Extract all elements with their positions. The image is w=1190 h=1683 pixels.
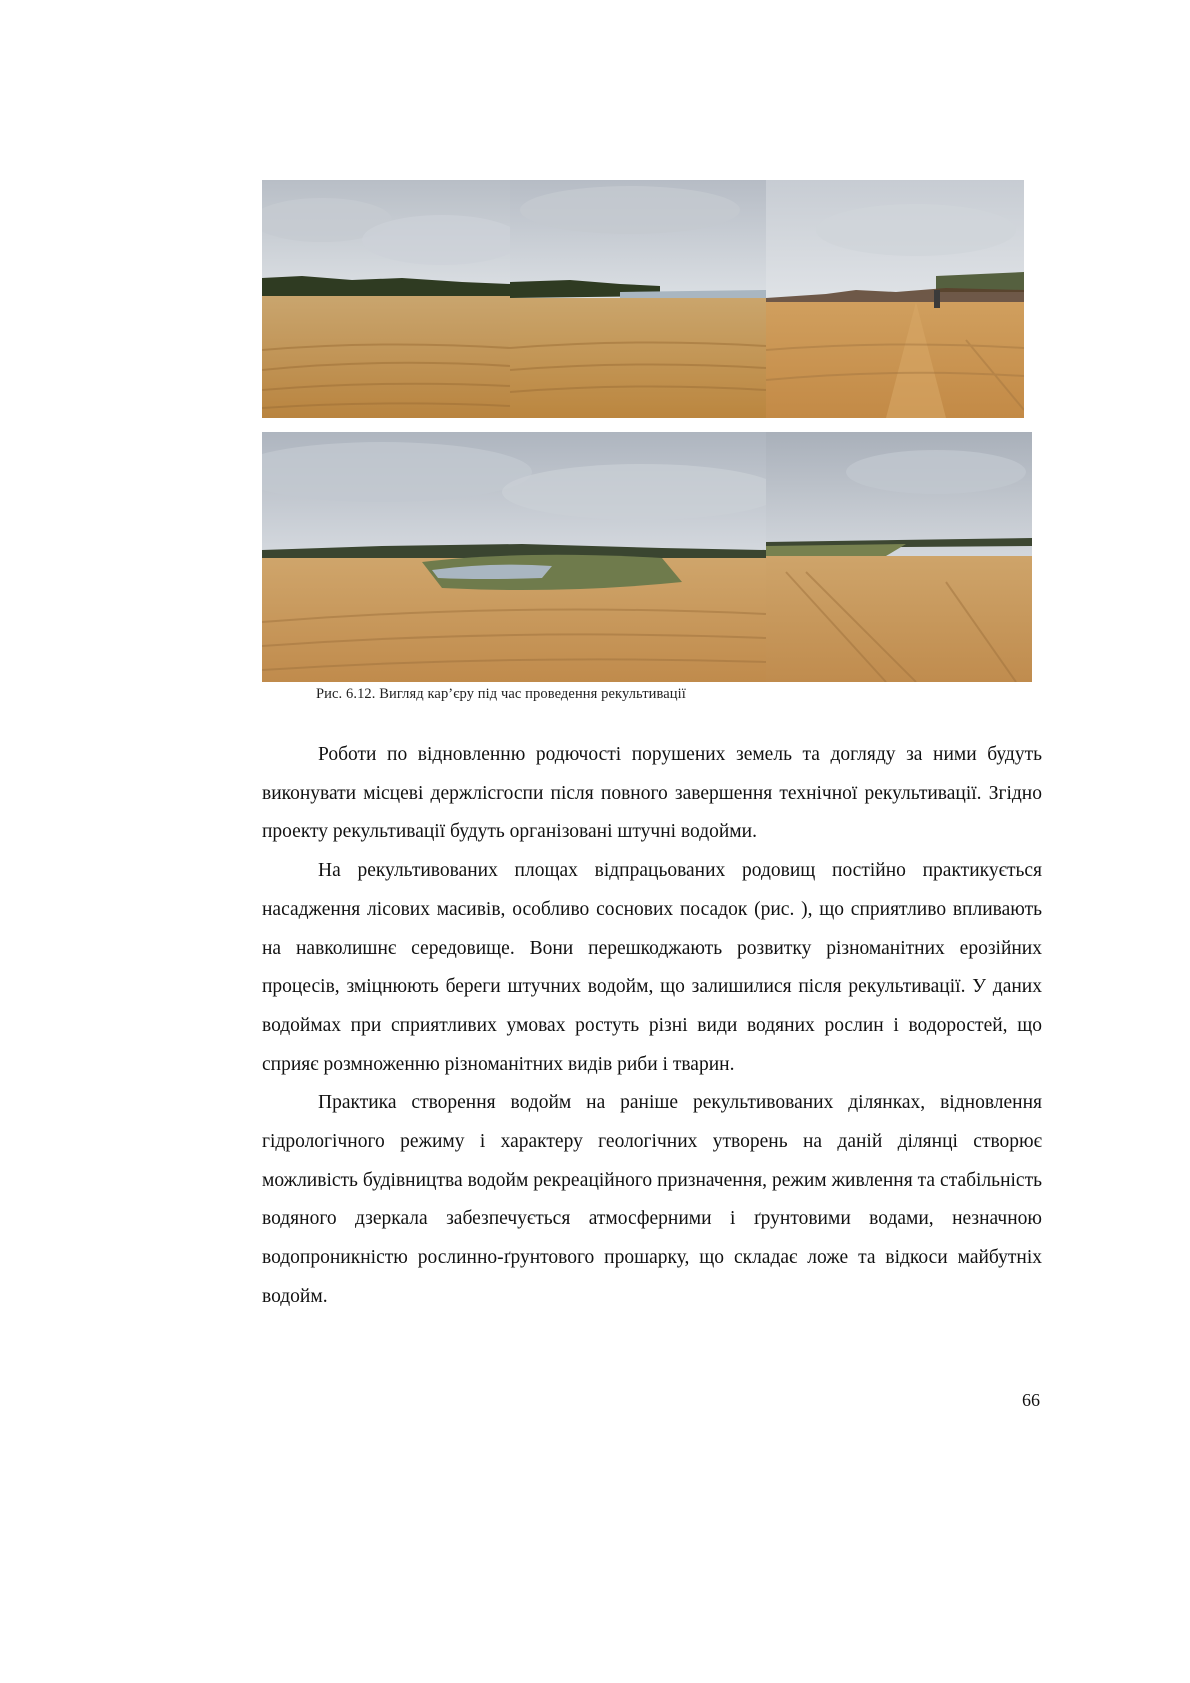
quarry-panorama-photo-2-icon — [510, 180, 766, 418]
quarry-photo-5 — [766, 432, 1032, 682]
paragraph-3: Практика створення водойм на раніше рекультивованих ділянках, відновлення гідрологічного режиму і характеру геологічних утворень на даній ділянці створює можливість будівництва водойм рекреаційного призначення, режим живлення та стабільність водяного дзеркала забезпечується атмосферними і ґрунтовими водами, незначною водопроникністю рослинно-ґрунтового прошарку, що складає ложе та відкоси майбутніх водойм. — [262, 1092, 1042, 1307]
quarry-photo-2 — [510, 180, 766, 418]
quarry-photo-3 — [766, 180, 1024, 418]
paragraph-2: На рекультивованих площах відпрацьованих родовищ постійно практикується насадження лісових масивів, особливо соснових посадок (рис. ), що сприятливо впливають на навколишнє середовище. Вони перешкоджають розвитку різноманітних ерозійних процесів, зміцнюють береги штучних водойм, що залишилися після рекультивації. У даних водоймах при сприятливих умовах ростуть різні види водяних рослин і водоростей, що сприяє розмноженню різноманітних видів риби і тварин. — [262, 860, 1042, 1075]
quarry-panorama-photo-1-icon — [262, 180, 510, 418]
paragraph-1: Роботи по відновленню родючості порушених земель та догляду за ними будуть виконувати місцеві держлісгоспи після повного завершення технічної рекультивації. Згідно проекту рекультивації будуть організовані штучні водойми. — [262, 744, 1042, 843]
quarry-wetland-photo-4-icon — [262, 432, 766, 682]
quarry-photo-1 — [262, 180, 510, 418]
quarry-panorama-photo-3-icon — [766, 180, 1024, 418]
page-number: 66 — [1022, 1390, 1040, 1410]
quarry-field-photo-5-icon — [766, 432, 1032, 682]
quarry-photo-4 — [262, 432, 766, 682]
figure-caption: Рис. 6.12. Вигляд кар’єру під час проведення рекультивації — [316, 686, 686, 702]
body-text — [262, 736, 1042, 1317]
